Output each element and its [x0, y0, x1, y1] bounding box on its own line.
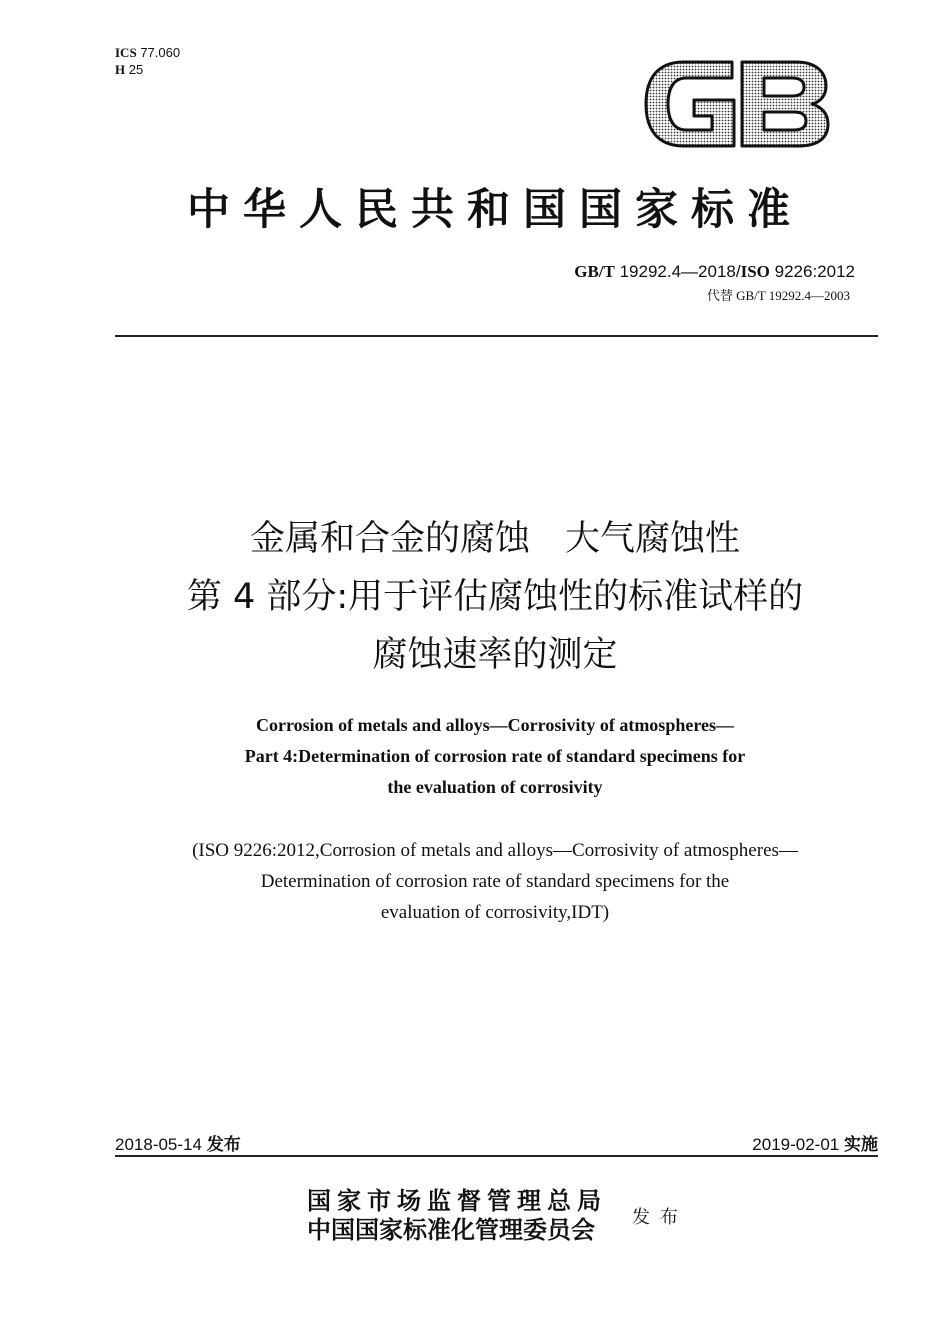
iso-reference-line3: evaluation of corrosivity,IDT) [380, 902, 610, 923]
issue-date-value: 2018-05-14 [115, 1135, 202, 1154]
gb-logo [640, 56, 832, 152]
national-standard-title: 中华人民共和国国家标准 [187, 185, 803, 235]
h-code: 25 [128, 62, 144, 77]
issue-date [115, 1130, 241, 1155]
title-cn-line3: 腐蚀速率的测定 [372, 635, 618, 675]
title-cn-line2: 第 4 部分:用于评估腐蚀性的标准试样的 [186, 577, 804, 617]
issue-date-label: 发布 [206, 1135, 241, 1155]
title-en-line1: Corrosion of metals and alloys—Corrosivity of atmospheres— [256, 715, 734, 735]
ics-line [115, 44, 180, 61]
ics-label: ICS [115, 45, 137, 60]
standard-code: 19292.4—2018/ [619, 262, 741, 281]
iso-code: 9226:2012 [774, 262, 855, 281]
issuing-authorities [307, 1186, 607, 1244]
bottom-divider [115, 1155, 878, 1157]
top-divider [115, 335, 878, 337]
implement-date [752, 1130, 878, 1155]
issuer-sac: 中国国家标准化管理委员会 [307, 1215, 595, 1244]
iso-prefix: ISO [740, 262, 770, 281]
implement-date-label: 实施 [844, 1135, 878, 1155]
replaces-note: 代替 GB/T 19292.4—2003 [706, 288, 850, 303]
title-cn-line1: 金属和合金的腐蚀 大气腐蚀性 [249, 519, 740, 559]
publish-label: 发布 [632, 1207, 688, 1228]
ics-code: 77.060 [140, 45, 181, 60]
classification-codes [115, 44, 180, 78]
h-line [115, 61, 180, 78]
h-label: H [115, 62, 126, 77]
iso-reference-line2: Determination of corrosion rate of standard specimens for the [260, 871, 730, 892]
issuer-samr: 国家市场监督管理总局 [307, 1186, 607, 1215]
standard-prefix: GB/T [574, 262, 615, 281]
standard-number [574, 262, 855, 282]
title-en-line2: Part 4:Determination of corrosion rate of standard specimens for [244, 746, 746, 766]
implement-date-value: 2019-02-01 [752, 1135, 840, 1154]
iso-reference-line1: (ISO 9226:2012,Corrosion of metals and alloys—Corrosivity of atmospheres— [192, 840, 798, 861]
title-en-line3: the evaluation of corrosivity [387, 777, 603, 797]
gb-logo-icon [640, 56, 832, 152]
